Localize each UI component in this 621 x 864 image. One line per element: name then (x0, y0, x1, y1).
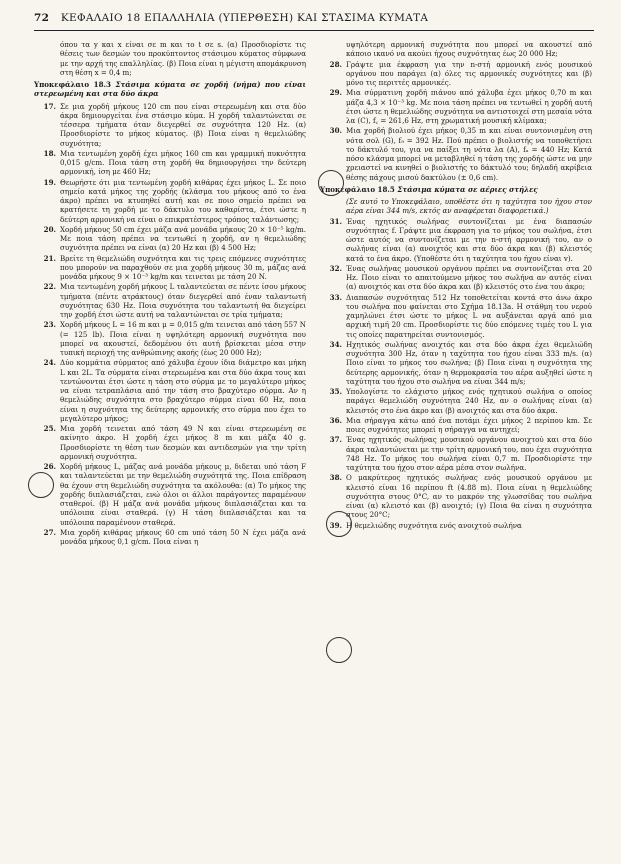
handwritten-circle-mark (318, 170, 344, 196)
problem-text: Ένας σωλήνας μουσικού οργάνου πρέπει να συντονίζεται στα 20 Hz. Ποιο είναι το απαιτούμενο μήκος του σωλήνα αν αυτός είναι (α) ανοιχτός και στα δύο άκρα και (β) κλειστός στο ένα του άκρο; (346, 263, 592, 292)
continued-text: υψηλότερη αρμονική συχνότητα που μπορεί να ακουστεί από κάποιο ικανό να ακούει ήχους συχνότητας έως 20 000 Hz; (346, 40, 592, 59)
problem-item (320, 387, 592, 415)
problem-item (34, 424, 306, 461)
problem-number: 33. (329, 292, 342, 302)
problem-number: 28. (329, 59, 342, 69)
problem-number: 22. (43, 282, 56, 292)
problem-number: 31. (329, 216, 342, 226)
intro-text: όπου τα y και x είναι σε m και το t σε s. (α) Προσδιορίστε τις θέσεις των δεσμών του προκύπτοντος στάσιμου κύματος σύμφωνα με την αρχή της επαλληλίας. (β) Ποια είναι η μέγιστη απομάκρυνση στη θέση x = 0,4 m; (60, 40, 306, 77)
problem-text: Μια χορδή κιθάρας μήκους 60 cm υπό τάση 50 N έχει μάζα ανά μονάδα μήκους 0,1 g/cm. Ποια είναι η (60, 527, 306, 546)
problem-item (320, 521, 592, 530)
problem-number: 19. (43, 177, 56, 187)
section-label: Υποκεφάλαιο 18.5 (320, 184, 395, 194)
problem-number: 34. (329, 339, 342, 349)
problem-item (320, 293, 592, 339)
problem-item (320, 217, 592, 263)
problem-text: Γράψτε μια έκφραση για την n-στή αρμονική ενός μουσικού οργάνου που παράγει (α) όλες τις αρμονικές συχνότητες και (β) μόνο τις περιττές αρμονικές. (346, 59, 592, 87)
problem-item (34, 149, 306, 177)
section-title: Στάσιμα κύματα σε χορδή (νήμα) που είναι στερεωμένη και στα δύο άκρα (34, 80, 306, 99)
problem-number: 23. (43, 320, 56, 330)
section-note: (Σε αυτό το Υποκεφάλαιο, υποθέστε ότι η ταχύτητα του ήχου στον αέρα είναι 344 m/s, εκτός αν αναφέρεται διαφορετικά.) (346, 197, 592, 216)
problem-item (320, 264, 592, 292)
problem-number: 24. (43, 358, 56, 368)
page-number: 72 (34, 12, 50, 24)
problem-text: Σε μια χορδή μήκους 120 cm που είναι στερεωμένη και στα δύο άκρα δημιουργείται ένα στάσιμο κύμα. Η χορδή ταλαντώνεται σε τέσσερα τμήματα όταν διεγερθεί σε συχνότητα 120 Hz. (α) Προσδιορίστε το μήκος κύματος. (β) Ποια είναι η θεμελιώδης συχνότητα; (60, 101, 306, 148)
problem-number: 30. (329, 126, 342, 136)
problem-text: Μια τεντωμένη χορδή μήκους L ταλαντεύεται σε πέντε ίσου μήκους τμήματα (πέντε ατράκτους) όταν διεγερθεί από έναν ταλαντωτή συχνότητας 630 Hz. Ποια συχνότητα του ταλαντωτή θα διεγείρει την χορδή έτσι ώστε αυτή να ταλαντώνεται σε τρία τμήματα; (60, 282, 306, 319)
right-column (320, 40, 592, 531)
problem-item (34, 254, 306, 282)
problem-number: 27. (43, 527, 56, 537)
problem-item (320, 88, 592, 125)
problem-text: Μια χορδή τεινεται από τάση 49 N και είναι στερεωμένη σε ακίνητο άκρο. Η χορδή έχει μήκος 8 m και μάζα 40 g. Προσδιορίστε τη θέση των δεσμών και αντιδεσμών για την τρίτη αρμονική συχνότητα. (60, 424, 306, 461)
problem-item (34, 358, 306, 423)
problem-text: Χορδή μήκους L = 16 m και μ = 0,015 g/m τεινεται από τάση 557 N (= 125 lb). Ποια είναι η υψηλότερη αρμονική συχνότητα που μπορεί να ακουστεί, δεδομένου ότι αυτή βρίσκεται μέσα στην τυπική περιοχή της ανθρώπινης ακοής (έως 20 000 Hz); (60, 320, 306, 357)
problem-text: Χορδή μήκους L, μάζας ανά μονάδα μήκους μ, διδεται υπό τάση F και ταλαντεύεται με την θεμελιώδη συχνότητά της. Ποια επίδραση θα έχουν στη θεμελιώδη συχνότητα τα ακόλουθα: (α) Το μήκος της χορδής διπλασιάζεται, ενώ όλοι οι άλλοι παράγοντες παραμένουν σταθεροί. (β) Η μάζα ανά μονάδα μήκους διπλασιάζεται και τα υπόλοιπα είναι σταθερά. (γ) Η τάση διπλασιάζεται και τα υπόλοιπα παραμένουν σταθερά. (60, 462, 306, 527)
problem-number: 36. (329, 415, 342, 425)
problem-text: Μια χορδή βιολιού έχει μήκος 0,35 m και είναι συντονισμένη στη νότα σολ (G), f₉ = 392 Hz. Πού πρέπει ο βιολιστής να τοποθετήσει το δάκτυλό του, για να παίξει τη νότα λα (A), fₐ = 440 Hz; Κατά πόσο κλάσμα μπορεί να μεταβληθεί η τάση της χορδής ώστε να μην χρειαστεί να κινηθεί ο βιολιστής το δάκτυλό του; δηλαδή ακρίβεια θέσης πάχους μισού δακτύλου (± 0,6 cm). (346, 126, 592, 182)
problem-number: 26. (43, 462, 56, 471)
problem-text: Θεωρήστε ότι μια τεντωμένη χορδή κιθάρας έχει μήκος L. Σε ποιο σημείο κατά μήκος της χορδής (κλάσμα του μήκους από το ένα άκρο) πρέπει να κτυπηθεί αυτή και σε ποιο σημείο πρέπει να κρατήσετε τη χορδή με το δάκτυλο του καθαρίστα, έτσι ώστε η δεύτερη αρμονική να είναι ο επικρατέστερος τρόπος ταλάντωσης; (60, 177, 306, 224)
handwritten-circle-mark (326, 511, 352, 537)
problem-text: Βρείτε τη θεμελιώδη συχνότητα και τις τρεις επόμενες συχνότητες που μπορούν να παραχθούν σε μια χορδή μήκους 30 m, μάζας ανά μονάδα μήκους 9 × 10⁻³ kg/m και τεινεται με τάση 20 N. (60, 253, 306, 281)
problem-text: Διαπασών συχνότητας 512 Hz τοποθετείται κοντά στο άνω άκρο του σωλήνα που φαίνεται στο Σχήμα 18.13a. Η στάθμη του νερού χαμηλώνει έτσι ώστε το μήκος L να αυξάνεται αργά από μια αρχική τιμή 20 cm. Προσδιορίστε τις δύο επόμενες τιμές του L για τις οποίες παρατηρείται συντονισμός. (346, 292, 592, 339)
problem-item (34, 102, 306, 148)
problem-item (34, 320, 306, 357)
problem-item (320, 340, 592, 386)
section-heading-18-5 (320, 185, 592, 194)
left-column (34, 40, 306, 547)
problem-item (320, 435, 592, 472)
problem-number: 25. (43, 424, 56, 433)
problem-list (320, 60, 592, 182)
problem-text: Υπολογίστε το ελάχιστο μήκος ενός ηχητικού σωλήνα ο οποίος παράγει θεμελιώδη συχνότητα 240 Hz, αν ο σωλήνας είναι (α) κλειστός στο ένα άκρο και (β) ανοιχτός και στα δύο άκρα. (346, 387, 592, 415)
section-title: Στάσιμα κύματα σε αέριες στήλες (397, 184, 538, 194)
problem-item (34, 282, 306, 319)
chapter-title: ΚΕΦΑΛΑΙΟ 18 ΕΠΑΛΛΗΛΙΑ (ΥΠΕΡΘΕΣΗ) ΚΑΙ ΣΤΑΣΙΜΑ ΚΥΜΑΤΑ (60, 12, 429, 24)
problem-text: Δύο κομμάτια σύρματος από χάλυβα έχουν ίδια διάμετρο και μήκη L και 2L. Τα σύρματα είναι στερεωμένα και στα δύο άκρα τους και τεντώνονται έτσι ώστε η τάση στο σύρμα με το μεγαλύτερο μήκος να είναι τετραπλάσια από την τάση στο βραχύτερο σύρμα. Αν η θεμελιώδης συχνότητα στο βραχύτερο σύρμα είναι 60 Hz, ποια είναι η συχνότητα της δεύτερης αρμονικής στο σύρμα που έχει το μεγαλύτερο μήκος; (60, 358, 306, 423)
problem-number: 32. (329, 263, 342, 273)
problem-list (320, 217, 592, 530)
problem-item (320, 126, 592, 182)
problem-list (34, 102, 306, 547)
problem-item (320, 473, 592, 519)
section-heading-18-3 (34, 80, 306, 99)
problem-text: Μια σύρματινη χορδή πιάνου από χάλυβα έχει μήκος 0,70 m και μάζα 4,3 × 10⁻³ kg. Με ποια τάση πρέπει να τεντωθεί η χορδή αυτή έτσι ώστε η θεμελιώδης συχνότητα να αντιστοιχεί στη μεσαία νότα λα (C), f꜀ = 261,6 Hz, στη χρωματική μουσική κλίμακα; (346, 88, 592, 125)
problem-number: 18. (43, 148, 56, 158)
problem-number: 38. (329, 473, 342, 483)
section-label: Υποκεφάλαιο 18.3 (34, 80, 111, 89)
problem-item (34, 225, 306, 253)
handwritten-circle-mark (326, 637, 352, 663)
problem-item (34, 528, 306, 547)
handwritten-circle-mark (28, 472, 54, 498)
problem-text: Ηχητικός σωλήνας ανοιχτός και στα δύο άκρα έχει θεμελιώδη συχνότητα 300 Hz, όταν η ταχύτητα του ήχου είναι 333 m/s. (α) Ποιο είναι το μήκος του σωλήνα; (β) Ποια είναι η συχνότητα της δεύτερης αρμονικής, όταν η θερμοκρασία του αέρα αυξηθεί ώστε η ταχύτητα του ήχου στο σωλήνα να είναι 344 m/s; (346, 339, 592, 386)
page-header (34, 12, 594, 31)
problem-item (320, 60, 592, 88)
problem-number: 29. (329, 88, 342, 98)
problem-number: 20. (43, 224, 56, 234)
problem-number: 21. (43, 253, 56, 263)
problem-text: Ένας ηχητικός σωλήνας συντονίζεται με ένα διαπασών συχνότητας f. Γράψτε μια έκφραση για το μήκος του σωλήνα, έτσι ώστε αυτός να συντονίζεται με την n-στή αρμονική του, αν ο σωλήνας είναι (α) ανοιχτός και στα δύο άκρα και (β) κλειστός κατά το ένα άκρο. (Υποθέστε ότι η ταχύτητα του ήχου είναι v). (346, 216, 592, 263)
problem-text: Μια σήραγγα κάτω από ένα ποτάμι έχει μήκος 2 περίπου km. Σε ποιες συχνότητες μπορεί η σήραγγα να αντηχεί; (346, 415, 592, 434)
problem-text: Η θεμελιώδης συχνότητα ενός ανοιχτού σωλήνα (346, 520, 522, 530)
problem-number: 35. (329, 387, 342, 396)
problem-text: Ο μακρύτερος ηχητικός σωλήνας ενός μουσικού οργάνου με κλειστό είναι 16 περίπου ft (4.88 m). Ποια είναι η θεμελιώδης συχνότητα στους 0°C, αν το μακρόν της γλωσσίδας του σωλήνα είναι (α) κλειστό και (β) ανοιχτό; (γ) Ποια θα είναι η συχνότητα στους 20°C; (346, 473, 592, 520)
problem-text: Μια τεντωμένη χορδή έχει μήκος 160 cm και γραμμική πυκνότητα 0,015 g/cm. Ποια τάση στη χορδή θα δημιουργήσει την δεύτερη αρμονική, ίση με 460 Hz; (60, 148, 306, 177)
problem-text: Χορδή μήκους 50 cm έχει μάζα ανά μονάδα μήκους 20 × 10⁻⁵ kg/m. Με ποια τάση πρέπει να τεντωθεί η χορδή, αν η θεμελιώδης συχνότητα πρέπει να είναι (α) 20 Hz και (β) 4 500 Hz; (60, 224, 306, 253)
problem-text: Ένας ηχητικός σωλήνας μουσικού οργάνου ανοιχτού και στα δύο άκρα ταλαντώνεται με την τρίτη αρμονική του, που έχει συχνότητα 748 Hz. Το μήκος του σωλήνα είναι 0,7 m. Προσδιορίστε την ταχύτητα του ήχου στον αέρα μέσα στον σωλήνα. (346, 435, 592, 472)
problem-number: 37. (329, 435, 342, 445)
problem-item (34, 178, 306, 224)
problem-item (320, 416, 592, 435)
problem-item (34, 462, 306, 527)
problem-number: 39. (329, 520, 342, 530)
problem-number: 17. (43, 101, 56, 111)
